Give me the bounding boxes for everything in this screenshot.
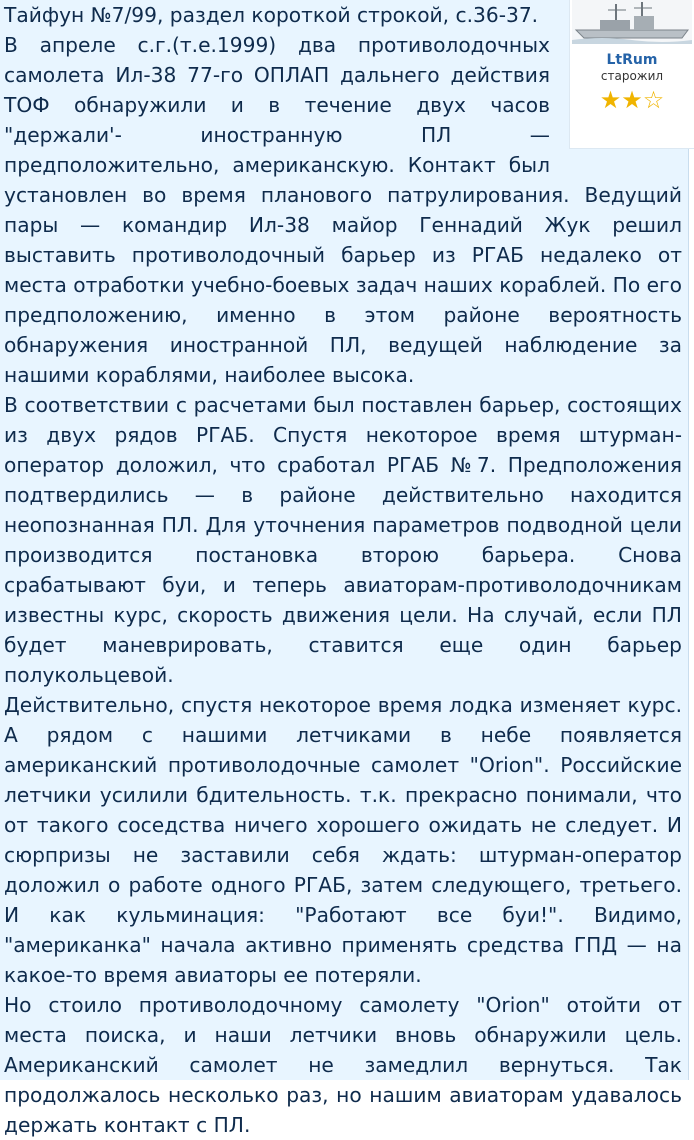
star-empty-icon: ☆ bbox=[642, 86, 665, 114]
user-card bbox=[569, 0, 694, 149]
warship-avatar-icon[interactable] bbox=[572, 0, 692, 44]
post-paragraph: В соответствии с расчетами был поставлен барьер, состоящих из двух рядов РГАБ. Спустя некоторое время штурман-оператор доложил, что сработал РГАБ №7. Предположения подтвердились — в районе действительно находится неопознанная ПЛ. Для уточнения параметров подводной цели производится постановка второю барьера. Снова срабатывают буи, и теперь авиаторам-противолодочникам известны курс, скорость движения цели. На случай, если ПЛ будет маневрировать, ставится еще один барьер полукольцевой. bbox=[4, 393, 682, 687]
username-link[interactable]: LtRum bbox=[606, 52, 658, 68]
post-paragraph: Действительно, спустя некоторое время лодка изменяет курс. А рядом с нашими летчиками в небе появляется американский противолодочные самолет "Orion". Российские летчики усилили бдительность. т.к. прекрасно понимали, что от такого соседства ничего хорошего ожидать не следует. И сюрпризы не заставили себя ждать: штурман-оператор доложил о работе одного РГАБ, затем следующего, третьего. И как кульминация: "Работают все буи!". Видимо, "американка" начала активно применять средства ГПД — на какое-то время авиаторы ее потеряли. bbox=[4, 693, 682, 987]
post-paragraph: В апреле с.г.(т.е.1999) два противолодочных самолета Ил-38 77-го ОПЛАП дальнего действия ТОФ обнаружили и в течение двух часов "держали'- иностранную ПЛ — предположительно, американскую. Контакт был установлен во время планового патрулирования. Ведущий пары — командир Ил-38 майор Геннадий Жук решил выставить противолодочный барьер из РГАБ недалеко от места отработки учебно-боевых задач наших кораблей. По его предположению, именно в этом районе вероятность обнаружения иностранной ПЛ, ведущей наблюдение за нашими кораблями, наиболее высока. bbox=[4, 33, 682, 387]
user-rank: старожил bbox=[600, 69, 664, 83]
post-paragraph: Но стоило противолодочному самолету "Orion" отойти от места поиска, и наши летчики вновь обнаружили цель. Американский самолет не замедлил вернуться. Так продолжалось несколько раз, но нашим авиаторам удавалось держать контакт с ПЛ. bbox=[4, 993, 682, 1137]
star-filled-icon: ★★ bbox=[599, 86, 643, 114]
post-title: Тайфун №7/99, раздел короткой строкой, с.36-37. bbox=[4, 3, 539, 27]
rating-stars bbox=[570, 86, 694, 114]
post-body bbox=[4, 0, 682, 1140]
